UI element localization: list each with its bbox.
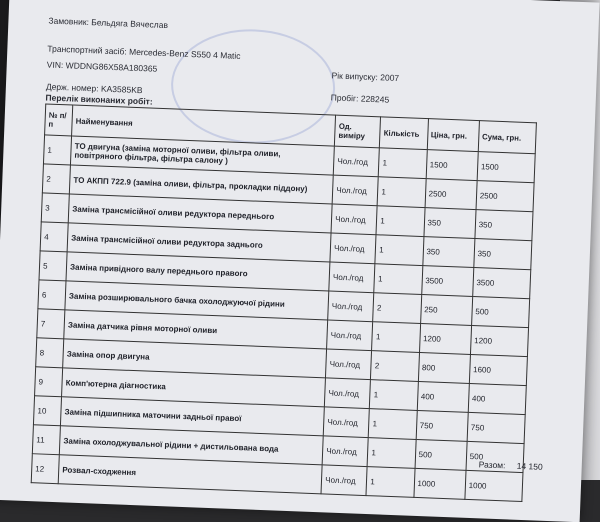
cell-num: 3: [41, 193, 69, 223]
cell-num: 9: [35, 367, 63, 397]
cell-price: 800: [418, 352, 470, 383]
plate-line: Держ. номер: KA3585KB: [45, 81, 143, 96]
cell-num: 10: [33, 396, 61, 426]
cell-sum: 350: [474, 239, 532, 270]
cell-num: 12: [31, 454, 59, 484]
cell-name: Заміна датчика рівня моторної оливи: [64, 310, 328, 349]
cell-name: Заміна підшипника маточини задньої правої: [61, 397, 325, 436]
cell-name: Розвал-сходження: [58, 455, 322, 494]
header-price: Ціна, грн.: [427, 119, 479, 152]
cell-qty: 1: [370, 380, 418, 411]
cell-qty: 1: [369, 409, 417, 440]
cell-price: 250: [420, 295, 472, 326]
vin-line: VIN: WDDNG86X58A180365: [46, 59, 158, 74]
cell-price: 1000: [413, 468, 465, 499]
cell-price: 750: [416, 410, 468, 441]
cell-name: Заміна трансмісійної оливи редуктора переднього: [68, 194, 332, 233]
cell-sum: 1000: [465, 470, 523, 501]
vehicle-line: Транспортний засіб: Mercedes-Benz S550 4 Matic: [47, 43, 241, 61]
cell-qty: 2: [371, 351, 419, 382]
cell-unit: Чол./год: [326, 349, 372, 380]
cell-name: ТО АКПП 722.9 (заміна оливи, фільтра, прокладки піддону): [69, 165, 333, 204]
cell-qty: 1: [375, 235, 423, 266]
cell-unit: Чол./год: [321, 465, 367, 496]
header-num: № п/п: [45, 104, 73, 136]
cell-name: Заміна охолоджувальної рідини + дистильована вода: [59, 426, 323, 465]
cell-num: 8: [36, 338, 64, 368]
cell-name: ТО двигуна (заміна моторної оливи, фільтра оливи, повітряного фільтра, фільтра салону ): [71, 136, 335, 175]
cell-price: 350: [422, 237, 474, 268]
cell-unit: Чол./год: [325, 378, 371, 409]
cell-unit: Чол./год: [331, 204, 377, 235]
cell-qty: 1: [372, 322, 420, 353]
total-label: Разом:: [478, 459, 506, 471]
cell-qty: 1: [367, 438, 415, 469]
header-name: Найменування: [72, 105, 336, 146]
cell-num: 6: [38, 280, 66, 310]
cell-unit: Чол./год: [333, 146, 379, 177]
cell-sum: 350: [475, 210, 533, 241]
cell-unit: Чол./год: [322, 436, 368, 467]
cell-unit: Чол./год: [330, 233, 376, 264]
cell-price: 400: [417, 381, 469, 412]
cell-num: 4: [40, 222, 68, 252]
cell-name: Комп'ютерна діагностика: [62, 368, 326, 407]
cell-unit: Чол./год: [323, 407, 369, 438]
cell-sum: 2500: [476, 181, 534, 212]
cell-name: Заміна трансмісійної оливи редуктора заднього: [67, 223, 331, 262]
cell-num: 11: [32, 425, 60, 455]
cell-qty: 1: [377, 177, 425, 208]
cell-unit: Чол./год: [328, 291, 374, 322]
cell-price: 1500: [426, 150, 478, 181]
header-sum: Сума, грн.: [478, 121, 536, 154]
mileage-line: Пробіг: 228245: [330, 92, 390, 105]
cell-num: 5: [39, 251, 67, 281]
cell-sum: 1500: [477, 152, 535, 183]
cell-num: 7: [37, 309, 65, 339]
cell-num: 1: [43, 135, 71, 165]
cell-qty: 2: [373, 293, 421, 324]
cell-unit: Чол./год: [329, 262, 375, 293]
cell-sum: 750: [467, 412, 525, 443]
year-line: Рік випуску: 2007: [331, 70, 400, 84]
works-table: [31, 103, 537, 502]
cell-qty: 1: [379, 148, 427, 179]
cell-qty: 1: [374, 264, 422, 295]
cell-num: 2: [42, 164, 70, 194]
works-title: Перелік виконаних робіт:: [45, 92, 153, 107]
cell-price: 1200: [419, 323, 471, 354]
header-unit: Од. виміру: [335, 115, 381, 148]
cell-qty: 1: [366, 467, 414, 498]
cell-unit: Чол./год: [327, 320, 373, 351]
cell-name: Заміна розширювального бачка охолоджуючої рідини: [65, 281, 329, 320]
cell-sum: 1200: [470, 325, 528, 356]
header-qty: Кількість: [380, 117, 428, 150]
cell-price: 350: [423, 208, 475, 239]
cell-price: 500: [415, 439, 467, 470]
total-value: 14 150: [516, 460, 543, 472]
cell-price: 3500: [421, 266, 473, 297]
cell-sum: 500: [471, 296, 529, 327]
cell-qty: 1: [376, 206, 424, 237]
cell-price: 2500: [425, 179, 477, 210]
cell-unit: Чол./год: [332, 175, 378, 206]
cell-name: Заміна привідного валу переднього правого: [66, 252, 330, 291]
cell-sum: 1600: [469, 354, 527, 385]
cell-sum: 3500: [472, 268, 530, 299]
cell-name: Заміна опор двигуна: [63, 339, 327, 378]
cell-sum: 500: [466, 441, 524, 472]
cell-sum: 400: [468, 383, 526, 414]
customer-line: Замовник: Бельдяга Вячеслав: [48, 15, 169, 31]
